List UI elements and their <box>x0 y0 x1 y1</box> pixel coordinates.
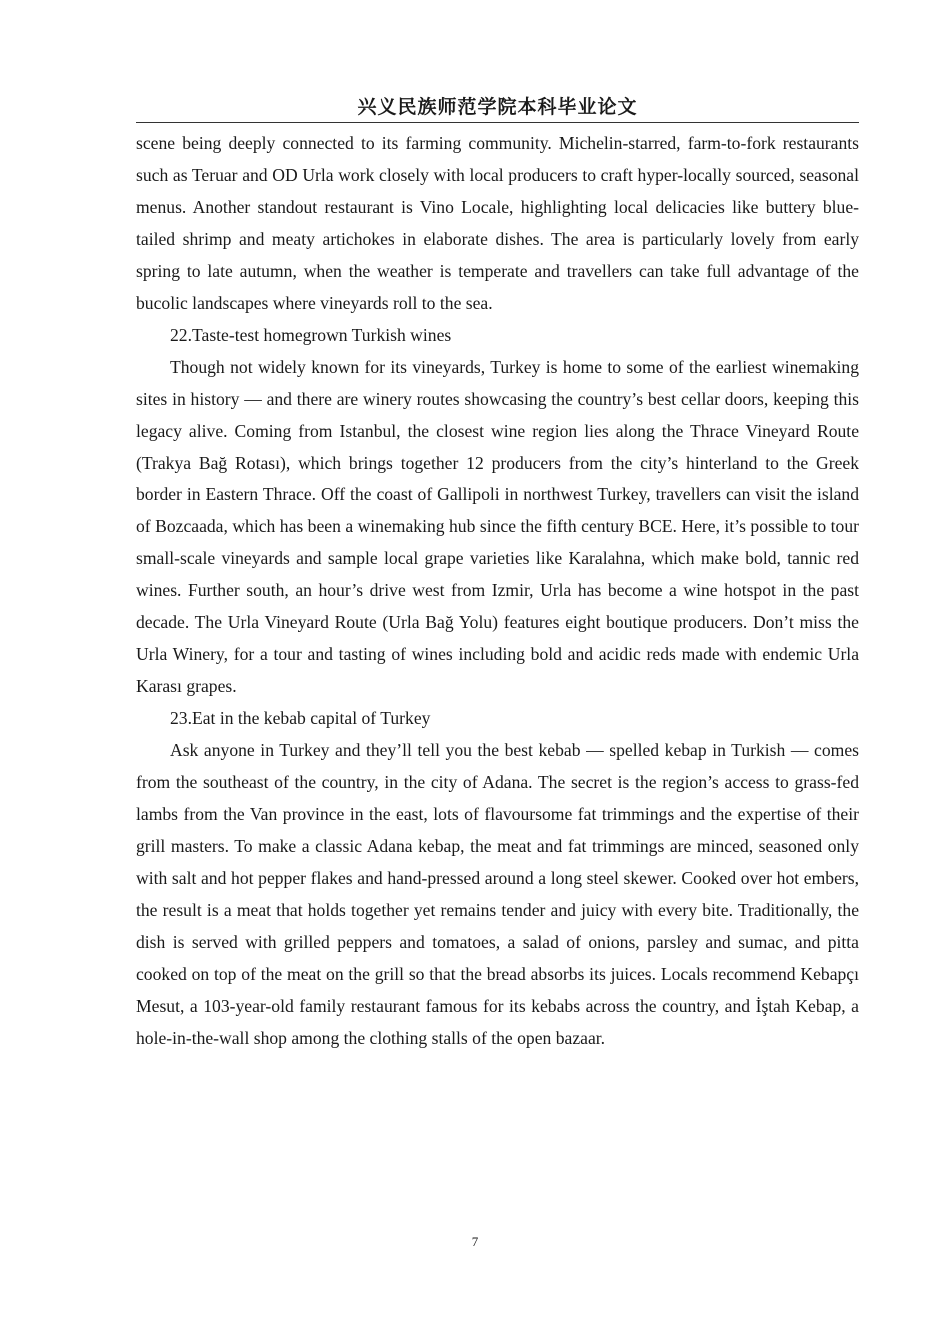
page-header-title: 兴义民族师范学院本科毕业论文 <box>357 96 638 118</box>
paragraph-kebab: Ask anyone in Turkey and they’ll tell you the best kebab — spelled kebap in Turkish — comes from the southeast of the country, in the city of Adana. The secret is the region’s access to grass-fed lambs from the Van province in the east, lots of flavoursome fat trimmings and the expertise of their grill masters. To make a classic Adana kebap, the meat and fat trimmings are minced, seasoned only with salt and hot pepper flakes and hand-pressed around a long steel skewer. Cooked over hot embers, the result is a meat that holds together yet remains tender and juicy with every bite. Traditionally, the dish is served with grilled peppers and tomatoes, a salad of onions, parsley and sumac, and pitta cooked on top of the meat on the grill so that the bread absorbs its juices. Locals recommend Kebapçı Mesut, a 103-year-old family restaurant famous for its kebabs across the country, and İştah Kebap, a hole-in-the-wall shop among the clothing stalls of the open bazaar. <box>136 740 859 1048</box>
header-divider <box>136 122 859 123</box>
paragraph-wines: Though not widely known for its vineyards, Turkey is home to some of the earliest winemaking sites in history — and there are winery routes showcasing the country’s best cellar doors, keeping this legacy alive. Coming from Istanbul, the closest wine region lies along the Thrace Vineyard Route (Trakya Bağ Rotası), which brings together 12 producers from the city’s hinterland to the Greek border in Eastern Thrace. Off the coast of Gallipoli in northwest Turkey, travellers can visit the island of Bozcaada, which has been a winemaking hub since the fifth century BCE. Here, it’s possible to tour small-scale vineyards and sample local grape varieties like Karalahna, which make bold, tannic red wines. Further south, an hour’s drive west from Izmir, Urla has become a wine hotspot in the past decade. The Urla Vineyard Route (Urla Bağ Yolu) features eight boutique producers. Don’t miss the Urla Winery, for a tour and tasting of wines including bold and acidic reds made with endemic Urla Karası grapes. <box>136 356 859 697</box>
paragraph-continuation: scene being deeply connected to its farming community. Michelin-starred, farm-to-fork restaurants such as Teruar and OD Urla work closely with local producers to craft hyper-locally sourced, seasonal menus. Another standout restaurant is Vino Locale, highlighting local delicacies like buttery blue-tailed shrimp and meaty artichokes in elaborate dishes. The area is particularly lovely from early spring to late autumn, when the weather is temperate and travellers can take full advantage of the bucolic landscapes where vineyards roll to the sea. <box>136 133 859 313</box>
section-heading-23: 23.Eat in the kebab capital of Turkey <box>170 708 431 729</box>
section-heading-22: 22.Taste-test homegrown Turkish wines <box>170 324 452 345</box>
body-text <box>136 128 859 1055</box>
page-number: 7 <box>471 1234 479 1249</box>
